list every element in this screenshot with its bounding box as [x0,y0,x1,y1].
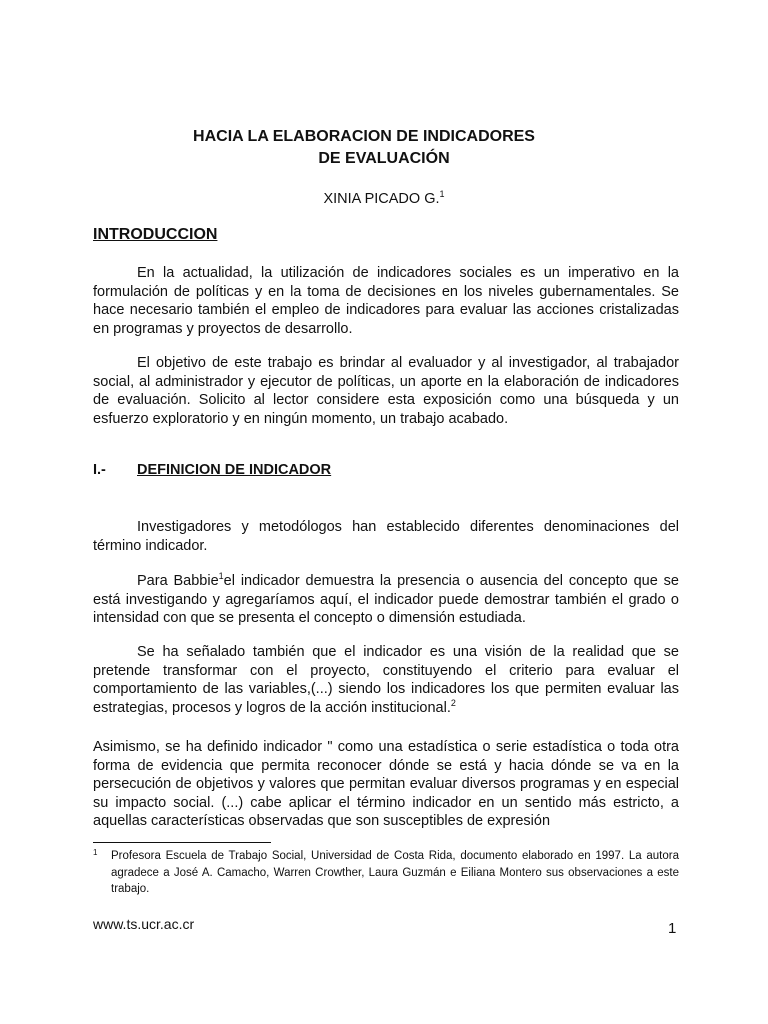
intro-paragraph-1 [93,264,679,338]
author-line [0,190,768,208]
section-title: DEFINICION DE INDICADOR [137,462,332,478]
page-number: 1 [668,920,677,937]
babbie-lead: Para Babbie [137,573,219,589]
intro-paragraph-1-text: En la actualidad, la utilización de indicadores sociales es un imperativo en la formulación de políticas y en la toma de decisiones en los niveles gubernamentales. Se hace necesario también el empleo de indicadores para evaluar las acciones cristalizadas en programas y proyectos de desarrollo. [93,265,679,337]
title-line-2: DE EVALUACIÓN [318,150,450,167]
section-number: I.- [93,462,106,478]
section-paragraph-2 [93,572,679,628]
babbie-text: el indicador demuestra la presencia o ausencia del concepto que se está investigando y agregaríamos aquí, el indicador puede demostrar también el grado o intensidad con que se presenta el concepto o dimensión estudiada. [93,573,679,627]
footnote [93,848,679,898]
author-name: XINIA PICADO G. [323,191,440,207]
intro-paragraph-2 [93,354,679,428]
document-title [0,126,768,170]
footer-url: www.ts.ucr.ac.cr [93,916,195,932]
paragraph-3-footnote-mark: 2 [450,697,456,708]
section-heading [93,462,331,478]
section-paragraph-4: Asimismo, se ha definido indicador " como una estadística o serie estadística o toda otra forma de evidencia que permita reconocer dónde se está y hacia dónde se va en la persecución de objetivos y valores que permitan evaluar diversos programas y en especial su impacto social. (...) cabe aplicar el término indicador en un sentido más estricto, a aquellas características observadas que son susceptibles de expresión [93,739,679,830]
footnote-text: Profesora Escuela de Trabajo Social, Universidad de Costa Rida, documento elaborado en 1997. La autora agradece a José A. Camacho, Warren Crowther, Laura Guzmán e Eiliana Montero sus observaciones a este trabajo. [111,850,679,895]
author-footnote-mark: 1 [439,189,445,200]
babbie-footnote-mark: 1 [218,571,224,582]
introduction-heading: INTRODUCCION [93,226,218,243]
section-paragraph-3-text: Se ha señalado también que el indicador es una visión de la realidad que se pretende transformar con el proyecto, constituyendo el criterio para evaluar el comportamiento de las variables,(...) siendo los indicadores los que permiten evaluar las estrategias, procesos y logros de la acción institucional. [93,644,679,716]
footnote-mark: 1 [93,848,98,857]
title-line-1: HACIA LA ELABORACION DE INDICADORES [193,128,535,145]
footnote-separator [93,842,271,843]
section-paragraph-1-text: Investigadores y metodólogos han establecido diferentes denominaciones del término indicador. [93,519,679,554]
intro-paragraph-2-text: El objetivo de este trabajo es brindar al evaluador y al investigador, al trabajador social, al administrador y ejecutor de políticas, un aporte en la elaboración de indicadores de evaluación. Solicito al lector considere esta exposición como una búsqueda y un esfuerzo exploratorio y en ningún momento, un trabajo acabado. [93,355,679,427]
section-paragraph-1 [93,518,679,555]
section-paragraph-3 [93,643,679,717]
